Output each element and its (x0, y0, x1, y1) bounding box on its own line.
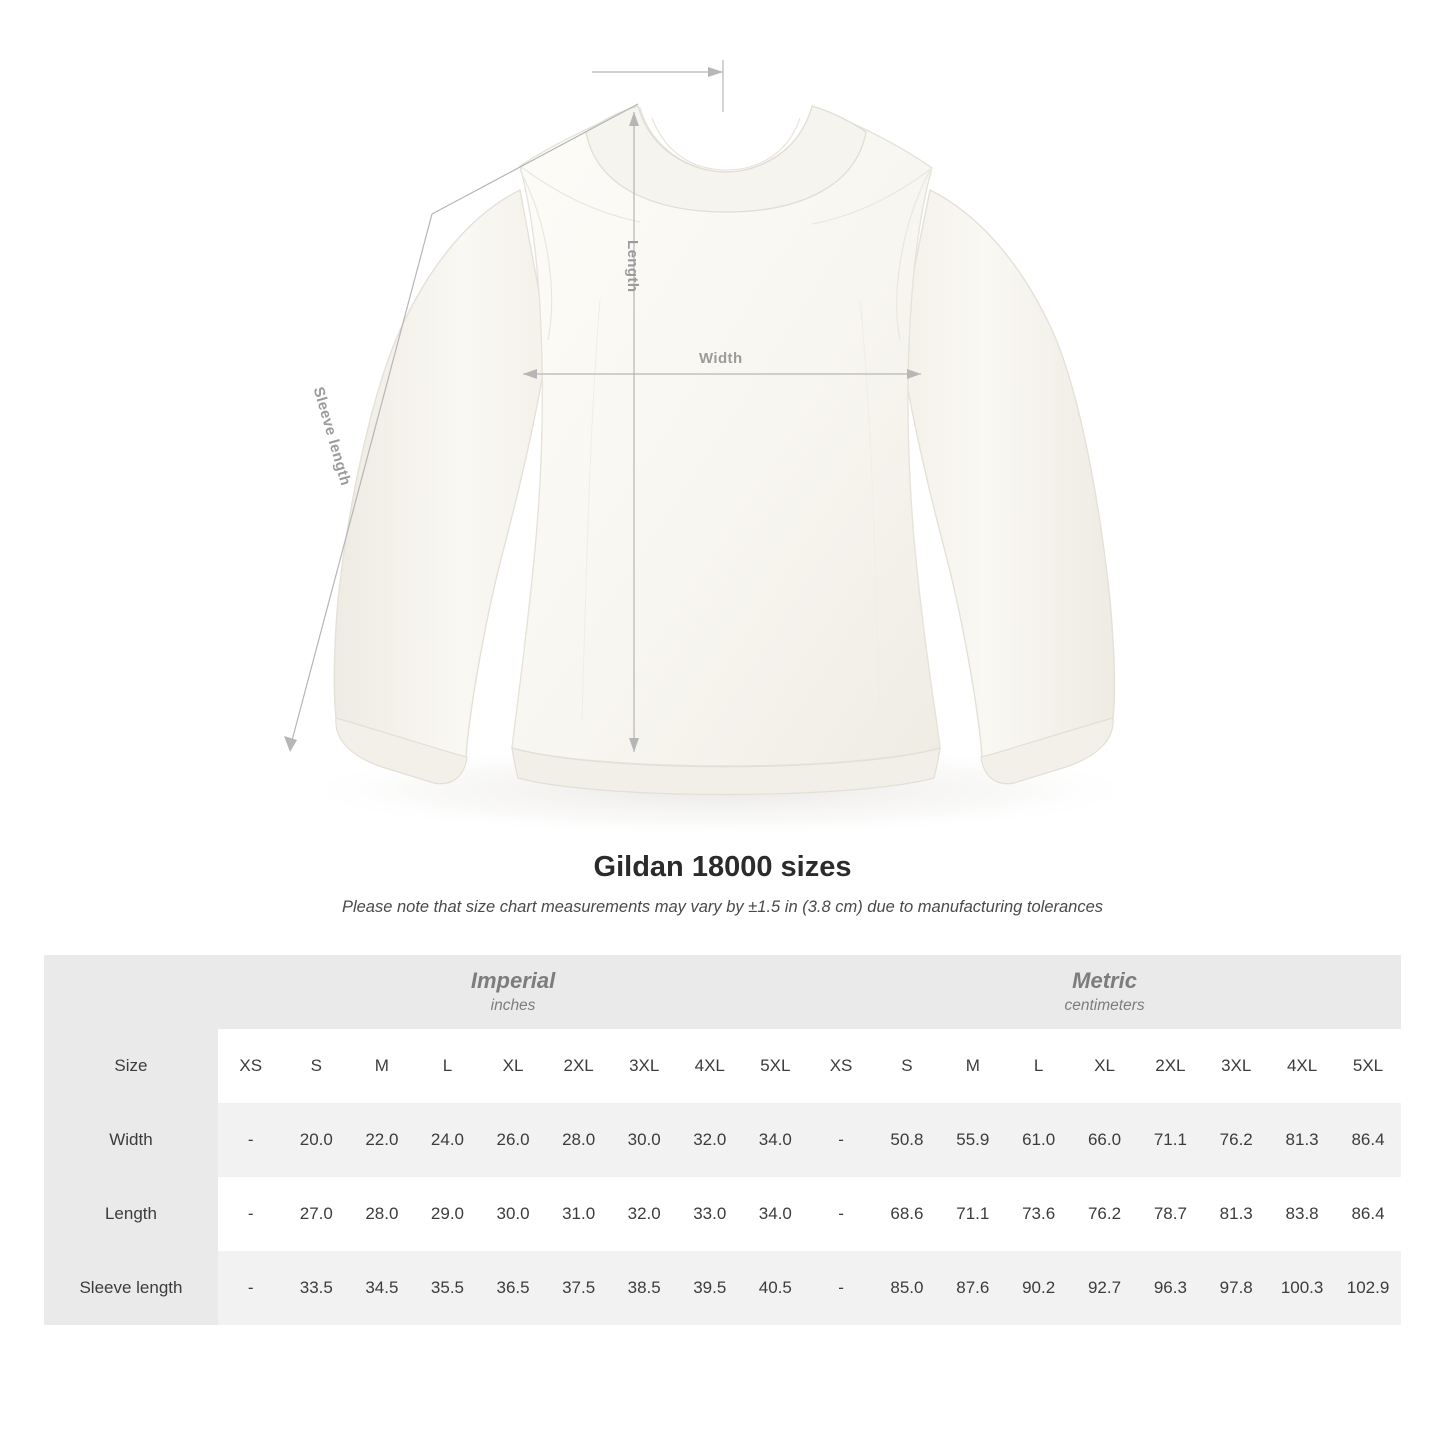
length-imperial-xs: - (218, 1177, 284, 1251)
page-title: Gildan 18000 sizes (593, 851, 852, 883)
imperial-header-label: Imperial (470, 967, 556, 993)
length-metric-2xl: 78.7 (1137, 1177, 1203, 1251)
sleeve-metric-3xl: 97.8 (1203, 1251, 1269, 1325)
length-metric-5xl: 86.4 (1335, 1177, 1401, 1251)
length-imperial-m: 28.0 (349, 1177, 415, 1251)
sleeve-metric-m: 87.6 (940, 1251, 1006, 1325)
table-row (44, 1103, 1401, 1177)
sleeve-length-dimension-label: Sleeve length (309, 385, 355, 488)
width-imperial-m: 22.0 (349, 1103, 415, 1177)
size-col-metric-2xl: 2XL (1137, 1029, 1203, 1103)
header-corner-cell (44, 955, 218, 1029)
width-dimension-label: Width (699, 350, 743, 367)
title-block (0, 851, 1445, 917)
sleeve-imperial-xl: 36.5 (480, 1251, 546, 1325)
width-imperial-2xl: 28.0 (546, 1103, 612, 1177)
sleeve-metric-5xl: 102.9 (1335, 1251, 1401, 1325)
width-metric-l: 61.0 (1006, 1103, 1072, 1177)
size-col-metric-s: S (874, 1029, 940, 1103)
size-col-imperial-3xl: 3XL (611, 1029, 677, 1103)
length-metric-s: 68.6 (874, 1177, 940, 1251)
metric-header-cell (808, 955, 1401, 1029)
sleeve-metric-s: 85.0 (874, 1251, 940, 1325)
width-metric-xl: 66.0 (1072, 1103, 1138, 1177)
size-col-metric-xs: XS (808, 1029, 874, 1103)
width-metric-m: 55.9 (940, 1103, 1006, 1177)
size-col-imperial-5xl: 5XL (743, 1029, 809, 1103)
size-col-imperial-m: M (349, 1029, 415, 1103)
size-col-imperial-2xl: 2XL (546, 1029, 612, 1103)
sleeve-imperial-m: 34.5 (349, 1251, 415, 1325)
sleeve-metric-4xl: 100.3 (1269, 1251, 1335, 1325)
length-metric-m: 71.1 (940, 1177, 1006, 1251)
unit-system-header-row (44, 955, 1401, 1029)
size-col-metric-4xl: 4XL (1269, 1029, 1335, 1103)
size-col-imperial-xl: XL (480, 1029, 546, 1103)
imperial-header-cell (218, 955, 808, 1029)
sleeve-imperial-5xl: 40.5 (743, 1251, 809, 1325)
length-dimension-label: Length (624, 240, 641, 293)
sleeve-imperial-2xl: 37.5 (546, 1251, 612, 1325)
row-label-width: Width (44, 1103, 218, 1177)
size-table (44, 955, 1401, 1325)
width-imperial-4xl: 32.0 (677, 1103, 743, 1177)
table-row (44, 1177, 1401, 1251)
length-imperial-2xl: 31.0 (546, 1177, 612, 1251)
length-metric-4xl: 83.8 (1269, 1177, 1335, 1251)
imperial-header-unit: inches (490, 997, 536, 1015)
size-table-container (0, 917, 1445, 1325)
size-col-metric-l: L (1006, 1029, 1072, 1103)
size-col-metric-5xl: 5XL (1335, 1029, 1401, 1103)
sleeve-imperial-3xl: 38.5 (611, 1251, 677, 1325)
tolerance-note: Please note that size chart measurements may vary by ±1.5 in (3.8 cm) due to manufacturing tolerances (341, 898, 1104, 916)
size-row-label: Size (44, 1029, 218, 1103)
sleeve-metric-l: 90.2 (1006, 1251, 1072, 1325)
width-metric-2xl: 71.1 (1137, 1103, 1203, 1177)
sleeve-imperial-xs: - (218, 1251, 284, 1325)
size-col-metric-3xl: 3XL (1203, 1029, 1269, 1103)
width-imperial-s: 20.0 (284, 1103, 350, 1177)
row-label-sleeve-length: Sleeve length (44, 1251, 218, 1325)
length-metric-xl: 76.2 (1072, 1177, 1138, 1251)
size-col-metric-xl: XL (1072, 1029, 1138, 1103)
length-metric-l: 73.6 (1006, 1177, 1072, 1251)
sleeve-metric-xs: - (808, 1251, 874, 1325)
sleeve-imperial-l: 35.5 (415, 1251, 481, 1325)
width-metric-4xl: 81.3 (1269, 1103, 1335, 1177)
width-metric-3xl: 76.2 (1203, 1103, 1269, 1177)
size-col-imperial-s: S (284, 1029, 350, 1103)
row-label-length: Length (44, 1177, 218, 1251)
metric-header-unit: centimeters (1064, 997, 1145, 1015)
length-metric-xs: - (808, 1177, 874, 1251)
length-imperial-xl: 30.0 (480, 1177, 546, 1251)
width-metric-xs: - (808, 1103, 874, 1177)
size-col-imperial-l: L (415, 1029, 481, 1103)
sleeve-imperial-s: 33.5 (284, 1251, 350, 1325)
width-imperial-l: 24.0 (415, 1103, 481, 1177)
length-imperial-l: 29.0 (415, 1177, 481, 1251)
size-col-imperial-xs: XS (218, 1029, 284, 1103)
metric-header-label: Metric (1072, 967, 1137, 993)
sleeve-metric-xl: 92.7 (1072, 1251, 1138, 1325)
table-row (44, 1251, 1401, 1325)
width-imperial-3xl: 30.0 (611, 1103, 677, 1177)
width-metric-5xl: 86.4 (1335, 1103, 1401, 1177)
size-header-row (44, 1029, 1401, 1103)
size-col-metric-m: M (940, 1029, 1006, 1103)
length-metric-3xl: 81.3 (1203, 1177, 1269, 1251)
width-imperial-xl: 26.0 (480, 1103, 546, 1177)
width-metric-s: 50.8 (874, 1103, 940, 1177)
size-col-imperial-4xl: 4XL (677, 1029, 743, 1103)
width-imperial-5xl: 34.0 (743, 1103, 809, 1177)
sleeve-imperial-4xl: 39.5 (677, 1251, 743, 1325)
length-imperial-5xl: 34.0 (743, 1177, 809, 1251)
length-imperial-s: 27.0 (284, 1177, 350, 1251)
sleeve-metric-2xl: 96.3 (1137, 1251, 1203, 1325)
length-imperial-4xl: 33.0 (677, 1177, 743, 1251)
length-imperial-3xl: 32.0 (611, 1177, 677, 1251)
width-imperial-xs: - (218, 1103, 284, 1177)
